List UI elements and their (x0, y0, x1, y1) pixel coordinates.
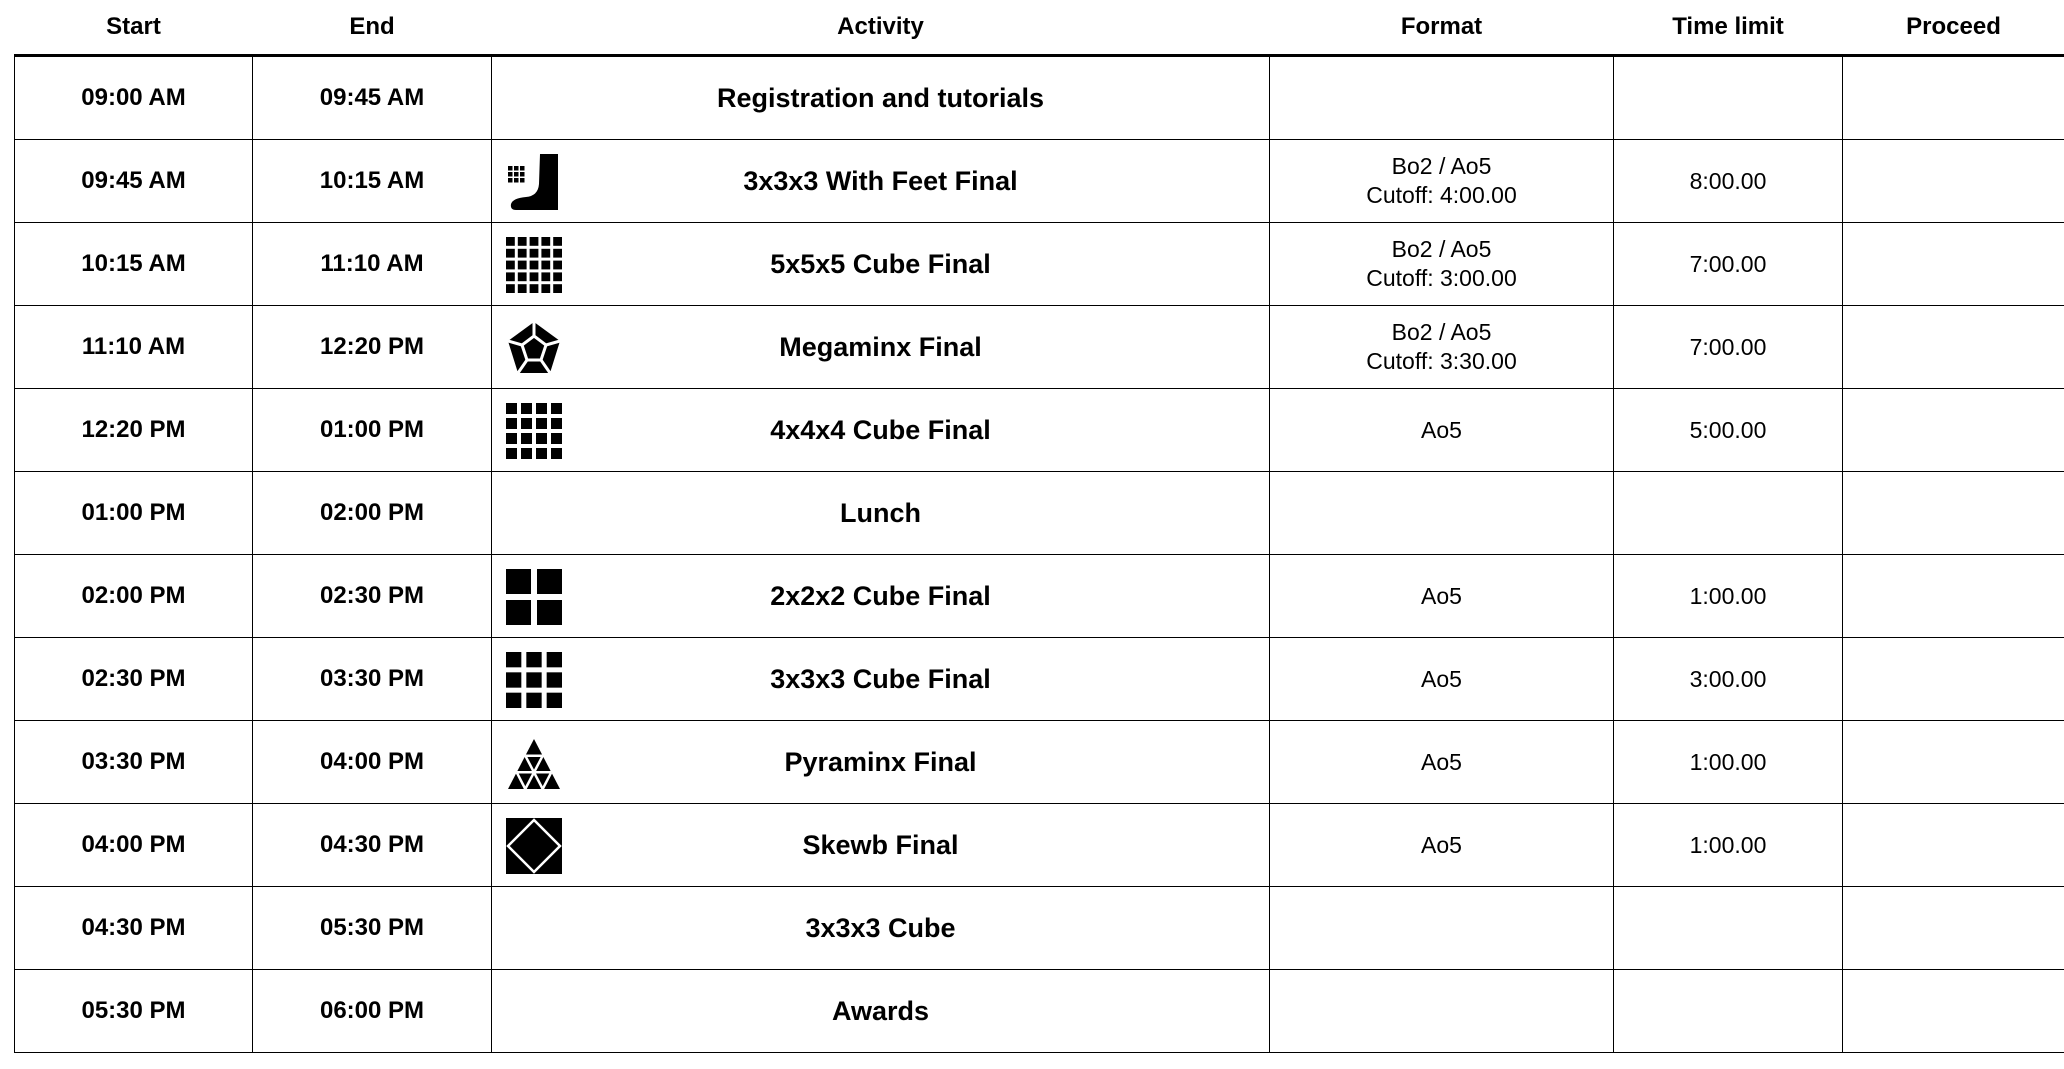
format-primary: Bo2 / Ao5 (1391, 236, 1492, 262)
activity-cell (492, 223, 1270, 306)
time-limit-cell: 3:00.00 (1614, 638, 1843, 721)
activity-cell (492, 389, 1270, 472)
format-primary: Ao5 (1421, 582, 1462, 609)
start-time: 12:20 PM (15, 389, 253, 472)
activity-name: 3x3x3 With Feet Final (743, 165, 1018, 196)
activity-cell (492, 306, 1270, 389)
header-end: End (253, 0, 492, 56)
activity-name: Registration and tutorials (716, 82, 1045, 113)
format-primary: Ao5 (1421, 831, 1462, 858)
time-limit-cell (1614, 472, 1843, 555)
format-primary: Ao5 (1421, 416, 1462, 443)
proceed-cell (1843, 140, 2064, 223)
activity-name: Skewb Final (802, 829, 959, 860)
format-cell (1270, 223, 1614, 306)
end-time: 06:00 PM (253, 970, 492, 1053)
format-cell (1270, 56, 1614, 140)
activity-name: Megaminx Final (779, 331, 982, 362)
activity-name: 4x4x4 Cube Final (770, 414, 991, 445)
start-time: 09:00 AM (15, 56, 253, 140)
schedule-table (14, 0, 2064, 1053)
proceed-cell (1843, 223, 2064, 306)
header-proceed: Proceed (1843, 0, 2064, 56)
proceed-cell (1843, 721, 2064, 804)
activity-cell (492, 887, 1270, 970)
header-format: Format (1270, 0, 1614, 56)
proceed-cell (1843, 389, 2064, 472)
activity-name: Pyraminx Final (784, 746, 977, 777)
time-limit-cell: 1:00.00 (1614, 721, 1843, 804)
start-time: 02:30 PM (15, 638, 253, 721)
activity-cell (492, 804, 1270, 887)
table-row (15, 389, 2064, 472)
time-limit-cell: 7:00.00 (1614, 306, 1843, 389)
format-cell (1270, 638, 1614, 721)
format-primary: Bo2 / Ao5 (1391, 153, 1492, 179)
format-cell (1270, 389, 1614, 472)
table-row (15, 638, 2064, 721)
time-limit-cell: 7:00.00 (1614, 223, 1843, 306)
end-time: 12:20 PM (253, 306, 492, 389)
format-primary: Bo2 / Ao5 (1391, 319, 1492, 345)
header-start: Start (15, 0, 253, 56)
format-cell (1270, 555, 1614, 638)
activity-name: 2x2x2 Cube Final (770, 580, 991, 611)
table-row (15, 56, 2064, 140)
activity-cell (492, 56, 1270, 140)
time-limit-cell: 5:00.00 (1614, 389, 1843, 472)
proceed-cell (1843, 306, 2064, 389)
format-primary: Ao5 (1421, 665, 1462, 692)
start-time: 05:30 PM (15, 970, 253, 1053)
table-row (15, 721, 2064, 804)
end-time: 10:15 AM (253, 140, 492, 223)
end-time: 04:00 PM (253, 721, 492, 804)
end-time: 09:45 AM (253, 56, 492, 140)
format-cell (1270, 804, 1614, 887)
table-row (15, 472, 2064, 555)
end-time: 03:30 PM (253, 638, 492, 721)
activity-cell (492, 970, 1270, 1053)
format-cutoff: Cutoff: 3:00.00 (1366, 265, 1517, 291)
format-cell (1270, 721, 1614, 804)
activity-name: Awards (831, 995, 930, 1026)
format-cell (1270, 140, 1614, 223)
proceed-cell (1843, 804, 2064, 887)
start-time: 09:45 AM (15, 140, 253, 223)
format-cell (1270, 970, 1614, 1053)
format-cell (1270, 472, 1614, 555)
activity-name: Lunch (840, 497, 921, 528)
activity-cell (492, 721, 1270, 804)
table-header-row (15, 0, 2064, 56)
time-limit-cell (1614, 887, 1843, 970)
start-time: 04:00 PM (15, 804, 253, 887)
start-time: 03:30 PM (15, 721, 253, 804)
proceed-cell (1843, 638, 2064, 721)
end-time: 01:00 PM (253, 389, 492, 472)
time-limit-cell: 8:00.00 (1614, 140, 1843, 223)
proceed-cell (1843, 555, 2064, 638)
end-time: 05:30 PM (253, 887, 492, 970)
end-time: 02:00 PM (253, 472, 492, 555)
start-time: 10:15 AM (15, 223, 253, 306)
start-time: 11:10 AM (15, 306, 253, 389)
end-time: 02:30 PM (253, 555, 492, 638)
table-row (15, 140, 2064, 223)
activity-name: 5x5x5 Cube Final (770, 248, 991, 279)
start-time: 02:00 PM (15, 555, 253, 638)
activity-name: 3x3x3 Cube Final (770, 663, 991, 694)
proceed-cell (1843, 472, 2064, 555)
start-time: 04:30 PM (15, 887, 253, 970)
format-cutoff: Cutoff: 4:00.00 (1366, 182, 1517, 208)
activity-cell (492, 472, 1270, 555)
table-row (15, 970, 2064, 1053)
format-cell (1270, 887, 1614, 970)
proceed-cell (1843, 56, 2064, 140)
format-cutoff: Cutoff: 3:30.00 (1366, 348, 1517, 374)
proceed-cell (1843, 970, 2064, 1053)
table-row (15, 887, 2064, 970)
time-limit-cell (1614, 970, 1843, 1053)
header-time-limit: Time limit (1614, 0, 1843, 56)
time-limit-cell (1614, 56, 1843, 140)
time-limit-cell: 1:00.00 (1614, 555, 1843, 638)
header-activity: Activity (492, 0, 1270, 56)
table-row (15, 223, 2064, 306)
table-row (15, 804, 2064, 887)
end-time: 04:30 PM (253, 804, 492, 887)
time-limit-cell: 1:00.00 (1614, 804, 1843, 887)
table-row (15, 306, 2064, 389)
end-time: 11:10 AM (253, 223, 492, 306)
activity-name: 3x3x3 Cube (805, 912, 956, 943)
proceed-cell (1843, 887, 2064, 970)
table-row (15, 555, 2064, 638)
format-primary: Ao5 (1421, 748, 1462, 775)
format-cell (1270, 306, 1614, 389)
start-time: 01:00 PM (15, 472, 253, 555)
activity-cell (492, 638, 1270, 721)
activity-cell (492, 555, 1270, 638)
activity-cell (492, 140, 1270, 223)
